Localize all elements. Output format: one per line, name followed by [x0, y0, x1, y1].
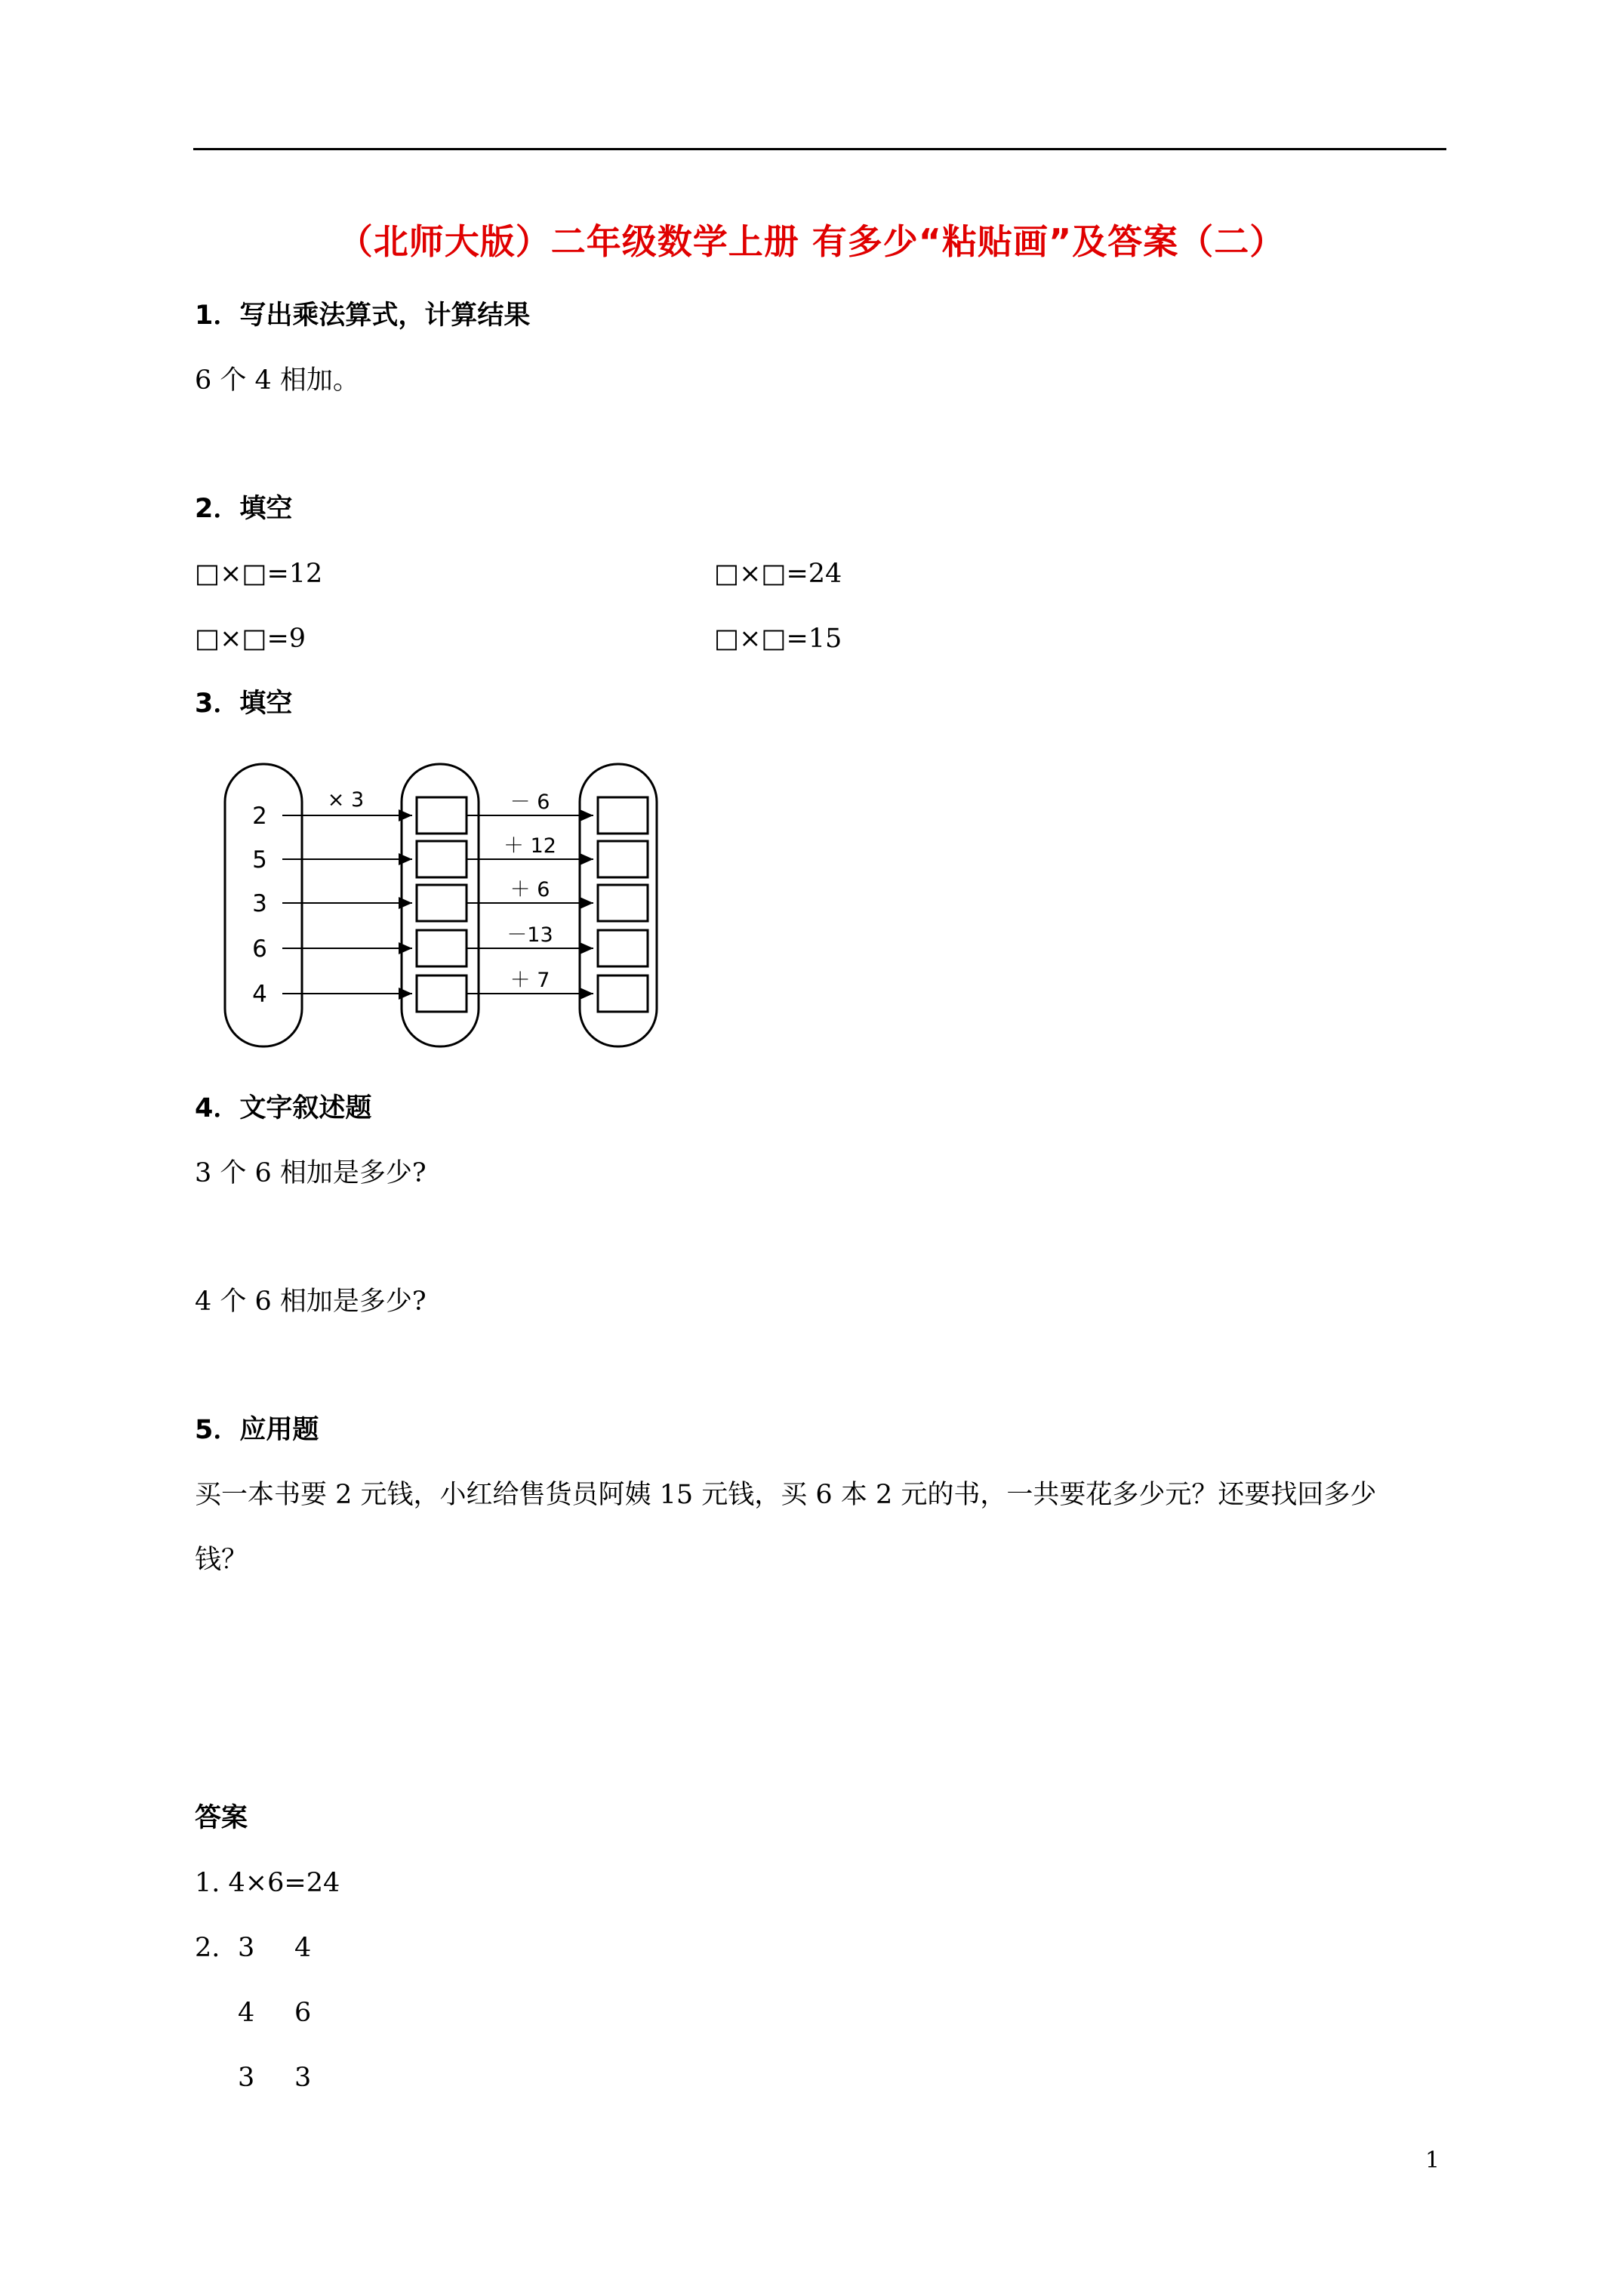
start-value-4: 6 [252, 935, 267, 963]
middle-box-1 [417, 797, 467, 834]
q5-line-1: 买一本书要 2 元钱，小红给售货员阿姨 15 元钱，买 6 本 2 元的书，一共要花多少元？还要找回多少 [195, 1480, 1377, 1510]
result-box-1 [598, 797, 648, 834]
answer-2-label: 2. [195, 1933, 220, 1963]
q4-line-2: 4 个 6 相加是多少? [195, 1287, 427, 1317]
answer-2-row-2-a: 4 [238, 1998, 255, 2028]
answer-2-row-2-b: 6 [294, 1998, 312, 2028]
answer-2-row-1-b: 4 [294, 1933, 312, 1963]
answer-1: 1. 4×6=24 [195, 1868, 340, 1898]
q1-text: 6 个 4 相加。 [195, 365, 359, 396]
result-box-4 [598, 930, 648, 966]
start-value-1: 2 [252, 803, 267, 830]
header-rule [193, 148, 1446, 150]
q2-item-2: □×□=24 [714, 559, 842, 589]
second-op-label-1: － 6 [510, 791, 550, 814]
answer-2-row-3-b: 3 [294, 2063, 312, 2093]
q1-heading: 1．写出乘法算式，计算结果 [195, 300, 531, 331]
answers-heading: 答案 [195, 1803, 248, 1833]
q2-item-3: □×□=9 [195, 624, 306, 654]
start-value-5: 4 [252, 981, 267, 1008]
document-title: （北师大版）二年级数学上册 有多少“粘贴画”及答案（二） [337, 221, 1286, 262]
middle-box-5 [417, 975, 467, 1012]
middle-box-2 [417, 841, 467, 877]
answer-2-row-1-a: 3 [238, 1933, 255, 1963]
q2-item-1: □×□=12 [195, 559, 323, 589]
q2-heading: 2．填空 [195, 494, 293, 524]
first-op-label: × 3 [327, 788, 365, 812]
q5-line-2: 钱？ [195, 1545, 248, 1575]
middle-box-4 [417, 930, 467, 966]
result-capsule [580, 764, 657, 1046]
result-box-3 [598, 885, 648, 921]
q4-heading: 4．文字叙述题 [195, 1093, 372, 1123]
second-op-label-2: ＋ 12 [504, 834, 556, 858]
q5-heading: 5．应用题 [195, 1415, 319, 1445]
result-box-5 [598, 975, 648, 1012]
second-op-label-3: ＋ 6 [510, 878, 550, 901]
q4-line-1: 3 个 6 相加是多少? [195, 1158, 427, 1188]
result-box-2 [598, 841, 648, 877]
second-op-label-5: ＋ 7 [510, 969, 550, 992]
answer-2-row-3-a: 3 [238, 2063, 255, 2093]
page-number: 1 [1425, 2147, 1440, 2174]
q3-heading: 3．填空 [195, 689, 293, 719]
start-value-3: 3 [252, 890, 267, 917]
q3-operation-diagram [219, 755, 672, 1057]
second-op-label-4: －13 [507, 923, 553, 947]
q2-item-4: □×□=15 [714, 624, 842, 654]
start-value-2: 5 [252, 846, 267, 874]
middle-box-3 [417, 885, 467, 921]
